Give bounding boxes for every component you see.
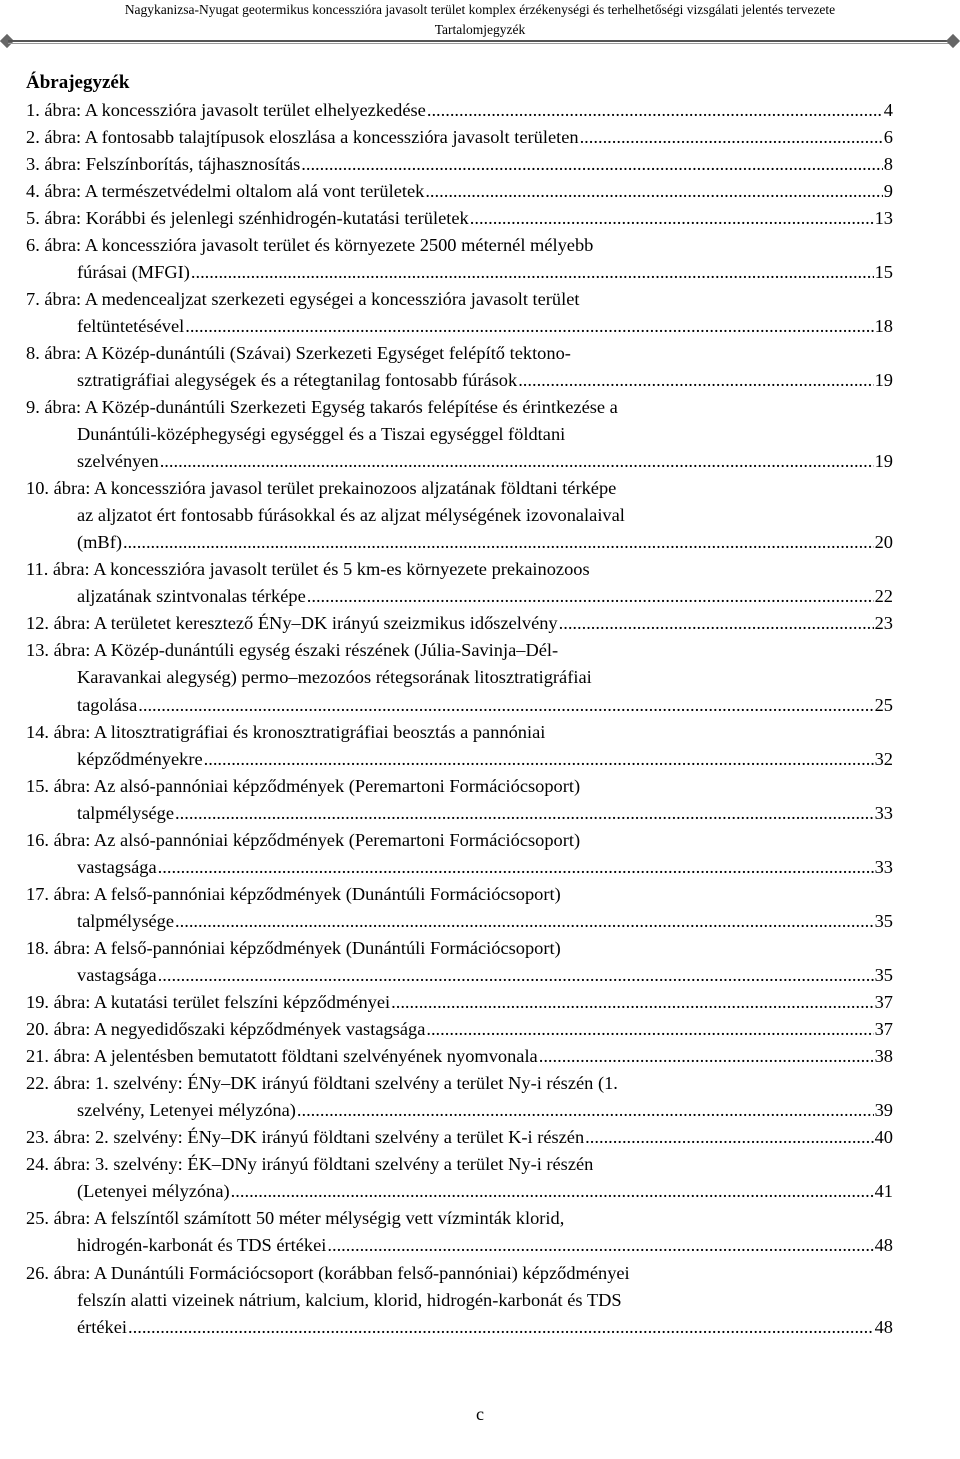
figure-entry-text: az aljzatot ért fontosabb fúrásokkal és az aljzat mélységének izovonalaival xyxy=(77,505,625,526)
figure-entry-text: tagolása xyxy=(77,694,138,715)
figure-entry[interactable] xyxy=(26,286,893,340)
leader-dots xyxy=(158,854,874,881)
figure-entry-page: 48 xyxy=(874,1235,893,1256)
figure-entry-text: 22. ábra: 1. szelvény: ÉNy–DK irányú földtani szelvény a terület Ny-i részén (1. xyxy=(26,1073,618,1094)
figure-entry-text: hidrogén-karbonát és TDS értékei xyxy=(77,1235,327,1256)
figure-entry-page: 38 xyxy=(874,1046,893,1067)
leader-dots xyxy=(426,1016,873,1043)
leader-dots xyxy=(539,1043,874,1070)
figure-entry-text: 17. ábra: A felső-pannóniai képződmények (Dunántúli Formációcsoport) xyxy=(26,883,561,904)
figure-entry-page: 37 xyxy=(874,1019,893,1040)
figure-entry-text: 6. ábra: A koncesszióra javasolt terület és környezete 2500 méternél mélyebb xyxy=(26,234,594,255)
figure-entry-text: 23. ábra: 2. szelvény: ÉNy–DK irányú földtani szelvény a terület K-i részén xyxy=(26,1127,585,1148)
figure-entry-text: sztratigráfiai alegységek és a rétegtanilag fontosabb fúrások xyxy=(77,369,518,390)
figure-entry-page: 23 xyxy=(874,613,893,634)
figure-entry-text: 19. ábra: A kutatási terület felszíni képződményei xyxy=(26,992,391,1013)
figure-entry[interactable] xyxy=(26,1016,893,1043)
figure-entry-page: 18 xyxy=(874,315,893,336)
figure-entry-page: 25 xyxy=(874,694,893,715)
figure-entry-text: fúrásai (MFGI) xyxy=(77,261,190,282)
leader-dots xyxy=(128,1314,874,1341)
figure-entry-page: 4 xyxy=(883,99,893,120)
leader-dots xyxy=(301,151,883,178)
figure-entry[interactable] xyxy=(26,340,893,394)
figure-entry-page: 37 xyxy=(874,992,893,1013)
leader-dots xyxy=(175,908,874,935)
figure-entry-page: 19 xyxy=(874,451,893,472)
page-number: c xyxy=(476,1404,484,1424)
leader-dots xyxy=(327,1232,873,1259)
figure-entry[interactable] xyxy=(26,475,893,556)
leader-dots xyxy=(580,124,883,151)
leader-dots xyxy=(518,367,873,394)
figure-entry-text: 21. ábra: A jelentésben bemutatott földtani szelvényének nyomvonala xyxy=(26,1046,538,1067)
figure-entry-text: 9. ábra: A Közép-dunántúli Szerkezeti Egység takarós felépítése és érintkezése a xyxy=(26,397,618,418)
figure-entry-text: Karavankai alegység) permo–mezozóos rétegsorának litosztratigráfiai xyxy=(77,667,592,688)
figure-entry[interactable] xyxy=(26,989,893,1016)
figure-entry[interactable] xyxy=(26,1070,893,1124)
figure-entry-text: 11. ábra: A koncesszióra javasolt terület és 5 km-es környezete prekainozoos xyxy=(26,559,590,580)
leader-dots xyxy=(160,448,874,475)
figure-entry[interactable] xyxy=(26,827,893,881)
figure-entry[interactable] xyxy=(26,1260,893,1341)
leader-dots xyxy=(158,962,874,989)
figure-entry[interactable] xyxy=(26,1205,893,1259)
figure-entry-text: 14. ábra: A litosztratigráfiai és kronosztratigráfiai beosztás a pannóniai xyxy=(26,721,546,742)
figure-entry-text: szelvényen xyxy=(77,451,159,472)
leader-dots xyxy=(138,692,873,719)
section-name: Tartalomjegyzék xyxy=(434,22,526,37)
figure-entry[interactable] xyxy=(26,151,893,178)
figure-entry-text: (mBf) xyxy=(77,532,122,553)
figure-entry-text: 2. ábra: A fontosabb talajtípusok eloszlása a koncesszióra javasolt területen xyxy=(26,126,579,147)
leader-dots xyxy=(391,989,873,1016)
figure-entry-page: 13 xyxy=(874,207,893,228)
figure-entry[interactable] xyxy=(26,773,893,827)
figure-entry-text: 1. ábra: A koncesszióra javasolt terület elhelyezkedése xyxy=(26,99,426,120)
figure-entry-text: 10. ábra: A koncesszióra javasol terület prekainozoos aljzatának földtani térképe xyxy=(26,478,617,499)
list-of-figures xyxy=(26,97,893,1341)
figure-entry[interactable] xyxy=(26,97,893,124)
figure-entry-text: talpmélysége xyxy=(77,910,175,931)
figure-entry[interactable] xyxy=(26,178,893,205)
figure-entry[interactable] xyxy=(26,935,893,989)
figure-entry-page: 22 xyxy=(874,586,893,607)
figure-entry-text: aljzatának szintvonalas térképe xyxy=(77,586,306,607)
figure-entry-page: 8 xyxy=(883,153,893,174)
figure-entry-text: 4. ábra: A természetvédelmi oltalom alá vont területek xyxy=(26,180,425,201)
figure-entry-page: 33 xyxy=(874,802,893,823)
figure-entry-page: 6 xyxy=(883,126,893,147)
figure-entry[interactable] xyxy=(26,637,893,718)
leader-dots xyxy=(307,583,874,610)
leader-dots xyxy=(559,610,874,637)
figure-entry-text: szelvény, Letenyei mélyzóna) xyxy=(77,1100,296,1121)
leader-dots xyxy=(204,746,874,773)
figure-entry-text: feltüntetésével xyxy=(77,315,185,336)
figure-entry-text: 26. ábra: A Dunántúli Formációcsoport (korábban felső-pannóniai) képződményei xyxy=(26,1262,630,1283)
figure-entry-text: 18. ábra: A felső-pannóniai képződmények (Dunántúli Formációcsoport) xyxy=(26,937,561,958)
figure-entry-page: 40 xyxy=(874,1127,893,1148)
figure-entry-text: Dunántúli-középhegységi egységgel és a Tiszai egységgel földtani xyxy=(77,424,566,445)
leader-dots xyxy=(585,1124,873,1151)
figure-entry-text: talpmélysége xyxy=(77,802,175,823)
leader-dots xyxy=(185,313,873,340)
running-header xyxy=(0,0,960,40)
figure-entry-page: 35 xyxy=(874,965,893,985)
leader-dots xyxy=(425,178,882,205)
leader-dots xyxy=(175,800,874,827)
figure-entry[interactable] xyxy=(26,205,893,232)
figure-entry[interactable] xyxy=(26,1124,893,1151)
figure-entry-page: 20 xyxy=(874,532,893,553)
figure-entry-text: vastagsága xyxy=(77,965,157,985)
figure-entry-text: felszín alatti vizeinek nátrium, kalcium, klorid, hidrogén-karbonát és TDS xyxy=(77,1289,622,1310)
figure-entry-page: 35 xyxy=(874,910,893,931)
figure-entry[interactable] xyxy=(26,394,893,475)
figure-entry-page: 9 xyxy=(883,180,893,201)
figure-entry-page: 41 xyxy=(874,1181,893,1202)
document-title: Nagykanizsa-Nyugat geotermikus koncesszióra javasolt terület komplex érzékenységi és terhelhetőségi vizsgálati jelentés tervezete xyxy=(124,2,836,17)
figure-entry[interactable] xyxy=(26,881,893,935)
figure-entry-text: 3. ábra: Felszínborítás, tájhasznosítás xyxy=(26,153,301,174)
figure-entry-page: 39 xyxy=(874,1100,893,1121)
figure-entry[interactable] xyxy=(26,556,893,610)
figure-entry-text: értékei xyxy=(77,1316,128,1337)
leader-dots xyxy=(123,529,874,556)
leader-dots xyxy=(231,1178,874,1205)
leader-dots xyxy=(427,97,883,124)
figure-entry-text: 25. ábra: A felszíntől számított 50 méter mélységig vett vízminták klorid, xyxy=(26,1208,565,1229)
figure-entry-text: 12. ábra: A területet keresztező ÉNy–DK irányú szeizmikus időszelvény xyxy=(26,613,558,634)
figure-entry-text: 13. ábra: A Közép-dunántúli egység északi részének (Júlia-Savinja–Dél- xyxy=(26,640,559,661)
figure-entry[interactable] xyxy=(26,719,893,773)
figure-entry-page: 19 xyxy=(874,369,893,390)
figure-entry[interactable] xyxy=(26,1151,893,1205)
figure-entry-text: 20. ábra: A negyedidőszaki képződmények vastagsága xyxy=(26,1019,426,1040)
figure-entry-text: képződményekre xyxy=(77,748,203,769)
leader-dots xyxy=(470,205,874,232)
figure-entry[interactable] xyxy=(26,1043,893,1070)
figure-entry-text: 8. ábra: A Közép-dunántúli (Szávai) Szerkezeti Egységet felépítő tektono- xyxy=(26,342,571,363)
figure-entry-page: 15 xyxy=(874,261,893,282)
figure-entry-page: 32 xyxy=(874,748,893,769)
list-of-figures-heading: Ábrajegyzék xyxy=(26,72,130,93)
figure-entry-text: 16. ábra: Az alsó-pannóniai képződmények (Peremartoni Formációcsoport) xyxy=(26,829,581,850)
header-rule xyxy=(8,40,952,44)
figure-entry-text: 7. ábra: A medencealjzat szerkezeti egységei a koncesszióra javasolt terület xyxy=(26,288,580,309)
leader-dots xyxy=(191,259,874,286)
figure-entry-text: 5. ábra: Korábbi és jelenlegi szénhidrogén-kutatási területek xyxy=(26,207,469,228)
figure-entry-page: 33 xyxy=(874,856,893,877)
figure-entry-text: (Letenyei mélyzóna) xyxy=(77,1181,230,1202)
figure-entry-text: vastagsága xyxy=(77,856,157,877)
figure-entry-page: 48 xyxy=(874,1316,893,1337)
figure-entry-text: 24. ábra: 3. szelvény: ÉK–DNy irányú földtani szelvény a terület Ny-i részén xyxy=(26,1154,594,1175)
figure-entry-text: 15. ábra: Az alsó-pannóniai képződmények (Peremartoni Formációcsoport) xyxy=(26,775,581,796)
leader-dots xyxy=(297,1097,874,1124)
figure-entry[interactable] xyxy=(26,610,893,637)
figure-entry[interactable] xyxy=(26,232,893,286)
figure-entry[interactable] xyxy=(26,124,893,151)
